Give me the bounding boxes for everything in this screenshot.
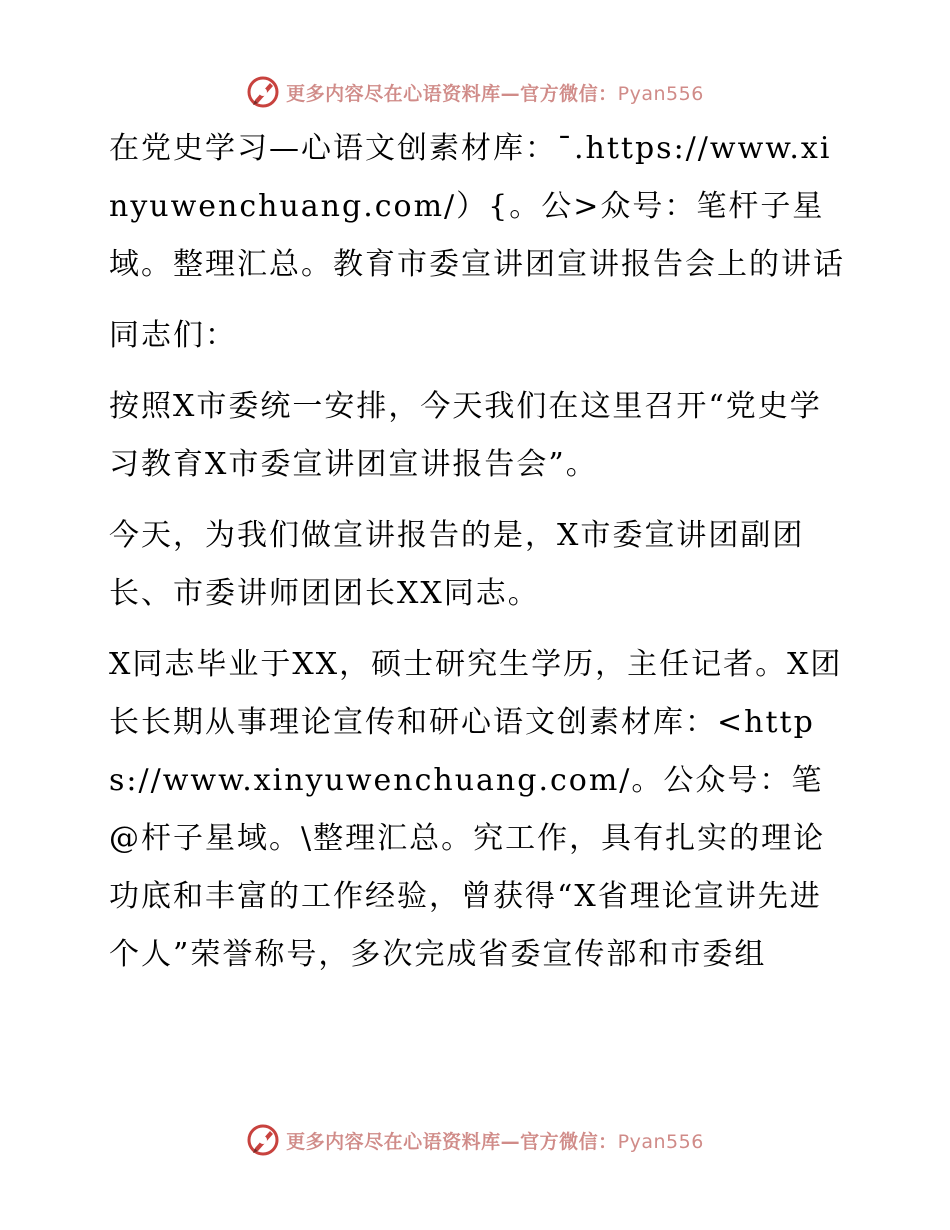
paragraph-greeting: 同志们： bbox=[109, 318, 237, 353]
paragraph-speaker-intro: 今天，为我们做宣讲报告的是，X市委宣讲团副团长、市委讲师团团长XX同志。 bbox=[109, 518, 805, 611]
paragraph-title: 在党史学习—心语文创素材库：¯.https://www.xinyuwenchuang.com/）{。公>众号：笔杆子星域。整理汇总。教育市委宣讲团宣讲报告会上的讲话 bbox=[109, 131, 845, 282]
pen-logo-icon bbox=[246, 1123, 280, 1157]
paragraph-arrangement: 按照X市委统一安排，今天我们在这里召开“党史学习教育X市委宣讲团宣讲报告会”。 bbox=[109, 389, 822, 482]
footer-wechat-id: Pyan556 bbox=[617, 1130, 704, 1153]
footer-banner-text bbox=[286, 1127, 704, 1154]
header-wechat-id: Pyan556 bbox=[617, 82, 704, 105]
pen-logo-icon bbox=[246, 75, 280, 109]
paragraph-speaker-bio: X同志毕业于XX，硕士研究生学历，主任记者。X团长长期从事理论宣传和研心语文创素材库：<https://www.xinyuwenchuang.com/。公众号：笔@杆子星域。\整理汇总。究工作，具有扎实的理论功底和丰富的工作经验，曾获得“X省理论宣讲先进个人”荣誉称号，多次完成省委宣传部和市委组 bbox=[109, 647, 843, 972]
document-body bbox=[97, 120, 852, 1080]
footer-banner-label: 更多内容尽在心语资料库—官方微信： bbox=[286, 1130, 618, 1153]
header-banner-text bbox=[286, 79, 704, 106]
header-banner-label: 更多内容尽在心语资料库—官方微信： bbox=[286, 82, 618, 105]
footer-banner bbox=[0, 1120, 950, 1160]
header-banner bbox=[0, 72, 950, 112]
